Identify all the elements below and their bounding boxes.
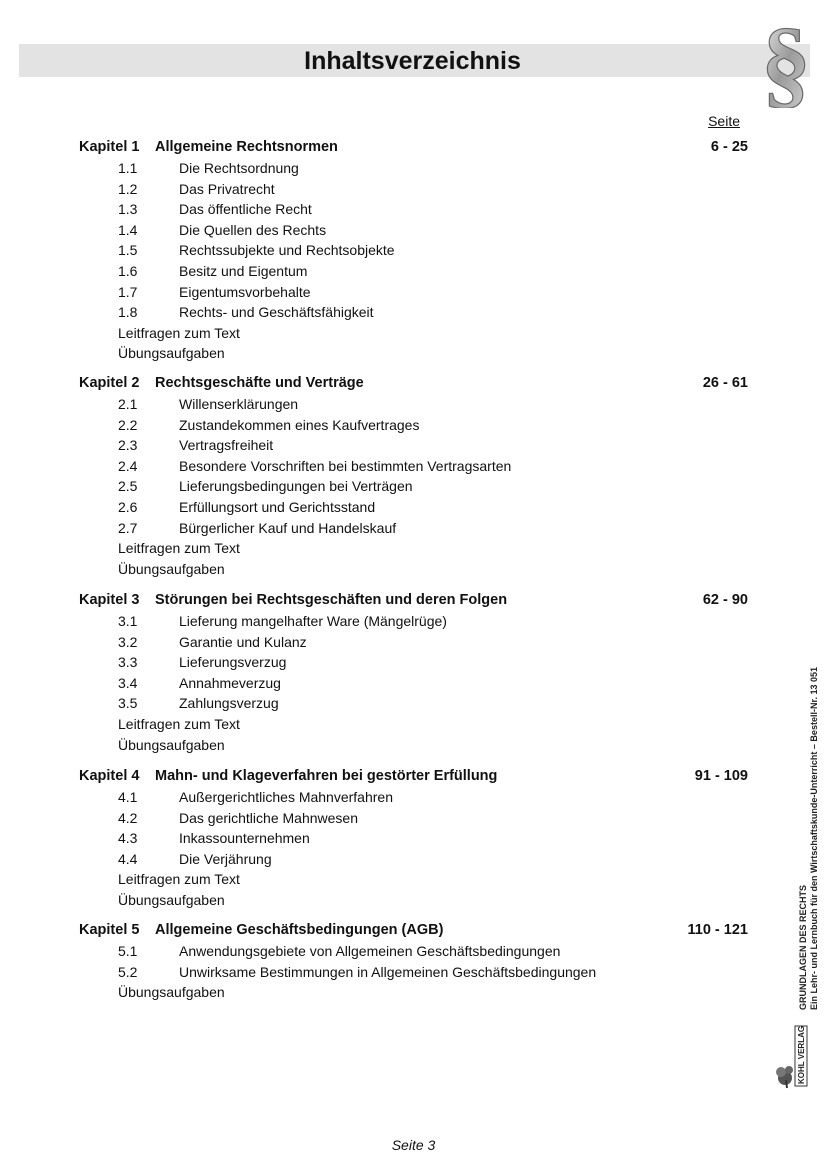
chapter-extra-item: Leitfragen zum Text bbox=[118, 716, 240, 732]
publisher-logo-icon bbox=[775, 1020, 809, 1090]
section-title: Zustandekommen eines Kaufvertrages bbox=[179, 416, 420, 433]
chapter-label: Kapitel 3 bbox=[79, 592, 140, 608]
section-number: 2.3 bbox=[118, 437, 138, 454]
publisher-logo-text: KOHL VERLAG bbox=[797, 1025, 806, 1084]
chapter-label: Kapitel 4 bbox=[79, 768, 140, 784]
svg-text:§: § bbox=[761, 14, 811, 108]
chapter-title: Allgemeine Rechtsnormen bbox=[155, 139, 338, 155]
chapter-pages: 91 - 109 bbox=[694, 768, 748, 784]
section-title: Die Quellen des Rechts bbox=[179, 221, 327, 238]
chapter-title: Rechtsgeschäfte und Verträge bbox=[155, 375, 364, 391]
section-title: Unwirksame Bestimmungen in Allgemeinen Geschäftsbedingungen bbox=[179, 963, 597, 980]
sidebar-vertical-text bbox=[798, 667, 820, 1010]
section-number: 2.7 bbox=[118, 519, 138, 536]
chapter-title: Störungen bei Rechtsgeschäften und deren Folgen bbox=[155, 592, 508, 608]
section-title: Das gerichtliche Mahnwesen bbox=[179, 809, 358, 826]
section-number: 3.4 bbox=[118, 674, 138, 691]
section-number: 3.2 bbox=[118, 633, 138, 650]
section-number: 2.2 bbox=[118, 416, 138, 433]
section-title: Willenserklärungen bbox=[179, 396, 299, 412]
section-title: Besondere Vorschriften bei bestimmten Vertragsarten bbox=[179, 457, 512, 474]
section-number: 2.6 bbox=[118, 499, 138, 515]
chapter-pages: 110 - 121 bbox=[687, 922, 748, 938]
section-number: 2.5 bbox=[118, 478, 138, 495]
section-number: 1.6 bbox=[118, 263, 138, 279]
section-title: Rechts- und Geschäftsfähigkeit bbox=[179, 304, 374, 321]
page-number: Seite 3 bbox=[391, 1137, 436, 1153]
section-number: 1.1 bbox=[118, 160, 138, 176]
paragraph-section-icon bbox=[758, 14, 814, 108]
sidebar-book-subtitle: Ein Lehr- und Lernbuch für den Wirtschaftskunde-Unterricht – Bestell-Nr. 13 051 bbox=[809, 667, 819, 1010]
chapter-title: Mahn- und Klageverfahren bei gestörter Erfüllung bbox=[155, 768, 498, 784]
section-number: 1.3 bbox=[118, 201, 138, 218]
chapter-extra-item: Leitfragen zum Text bbox=[118, 871, 240, 888]
chapter-label: Kapitel 5 bbox=[79, 922, 140, 938]
section-title: Außergerichtliches Mahnverfahren bbox=[179, 789, 393, 805]
section-title: Die Rechtsordnung bbox=[179, 160, 299, 176]
section-title: Erfüllungsort und Gerichtsstand bbox=[179, 499, 376, 515]
section-number: 4.4 bbox=[118, 850, 138, 867]
section-title: Das Privatrecht bbox=[179, 180, 275, 197]
section-title: Besitz und Eigentum bbox=[179, 263, 308, 279]
section-title: Eigentumsvorbehalte bbox=[179, 283, 311, 300]
section-title: Inkassounternehmen bbox=[179, 830, 310, 847]
page-title: Inhaltsverzeichnis bbox=[304, 47, 521, 75]
section-number: 2.1 bbox=[118, 396, 138, 412]
section-title: Rechtssubjekte und Rechtsobjekte bbox=[179, 242, 395, 259]
section-number: 4.2 bbox=[118, 809, 138, 826]
section-title: Die Verjährung bbox=[179, 850, 272, 867]
section-number: 1.8 bbox=[118, 304, 138, 321]
section-title: Garantie und Kulanz bbox=[179, 633, 307, 650]
section-title: Bürgerlicher Kauf und Handelskauf bbox=[179, 519, 397, 536]
section-title: Lieferung mangelhafter Ware (Mängelrüge) bbox=[179, 613, 447, 629]
section-title: Das öffentliche Recht bbox=[179, 201, 312, 218]
chapter-pages: 26 - 61 bbox=[702, 375, 748, 391]
chapter-pages: 62 - 90 bbox=[702, 592, 748, 608]
section-number: 1.7 bbox=[118, 283, 138, 300]
chapter-extra-item: Übungsaufgaben bbox=[118, 345, 225, 362]
section-number: 2.4 bbox=[118, 457, 138, 474]
section-title: Zahlungsverzug bbox=[179, 695, 279, 712]
chapter-extra-item: Übungsaufgaben bbox=[118, 736, 225, 753]
section-number: 5.2 bbox=[118, 963, 138, 980]
section-number: 3.1 bbox=[118, 613, 138, 629]
section-number: 1.5 bbox=[118, 242, 138, 259]
section-number: 4.3 bbox=[118, 830, 138, 847]
chapter-title: Allgemeine Geschäftsbedingungen (AGB) bbox=[155, 922, 444, 938]
section-number: 1.2 bbox=[118, 180, 138, 197]
section-number: 3.5 bbox=[118, 695, 138, 712]
chapter-extra-item: Übungsaufgaben bbox=[118, 984, 225, 1001]
section-title: Annahmeverzug bbox=[179, 674, 281, 691]
sidebar-book-title: GRUNDLAGEN DES RECHTS bbox=[798, 884, 808, 1010]
section-title: Vertragsfreiheit bbox=[179, 437, 274, 454]
section-number: 5.1 bbox=[118, 943, 138, 959]
chapter-pages: 6 - 25 bbox=[710, 139, 748, 155]
chapter-label: Kapitel 2 bbox=[79, 375, 140, 391]
chapter-label: Kapitel 1 bbox=[79, 139, 140, 155]
section-title: Anwendungsgebiete von Allgemeinen Geschäftsbedingungen bbox=[179, 943, 561, 959]
chapter-extra-item: Leitfragen zum Text bbox=[118, 324, 240, 341]
chapter-extra-item: Übungsaufgaben bbox=[118, 560, 225, 577]
section-number: 1.4 bbox=[118, 221, 138, 238]
section-title: Lieferungsverzug bbox=[179, 654, 287, 671]
section-number: 3.3 bbox=[118, 654, 138, 671]
chapter-extra-item: Übungsaufgaben bbox=[118, 892, 225, 908]
chapter-extra-item: Leitfragen zum Text bbox=[118, 540, 240, 557]
section-title: Lieferungsbedingungen bei Verträgen bbox=[179, 478, 413, 495]
section-number: 4.1 bbox=[118, 789, 138, 805]
page-column-header: Seite bbox=[708, 113, 740, 129]
